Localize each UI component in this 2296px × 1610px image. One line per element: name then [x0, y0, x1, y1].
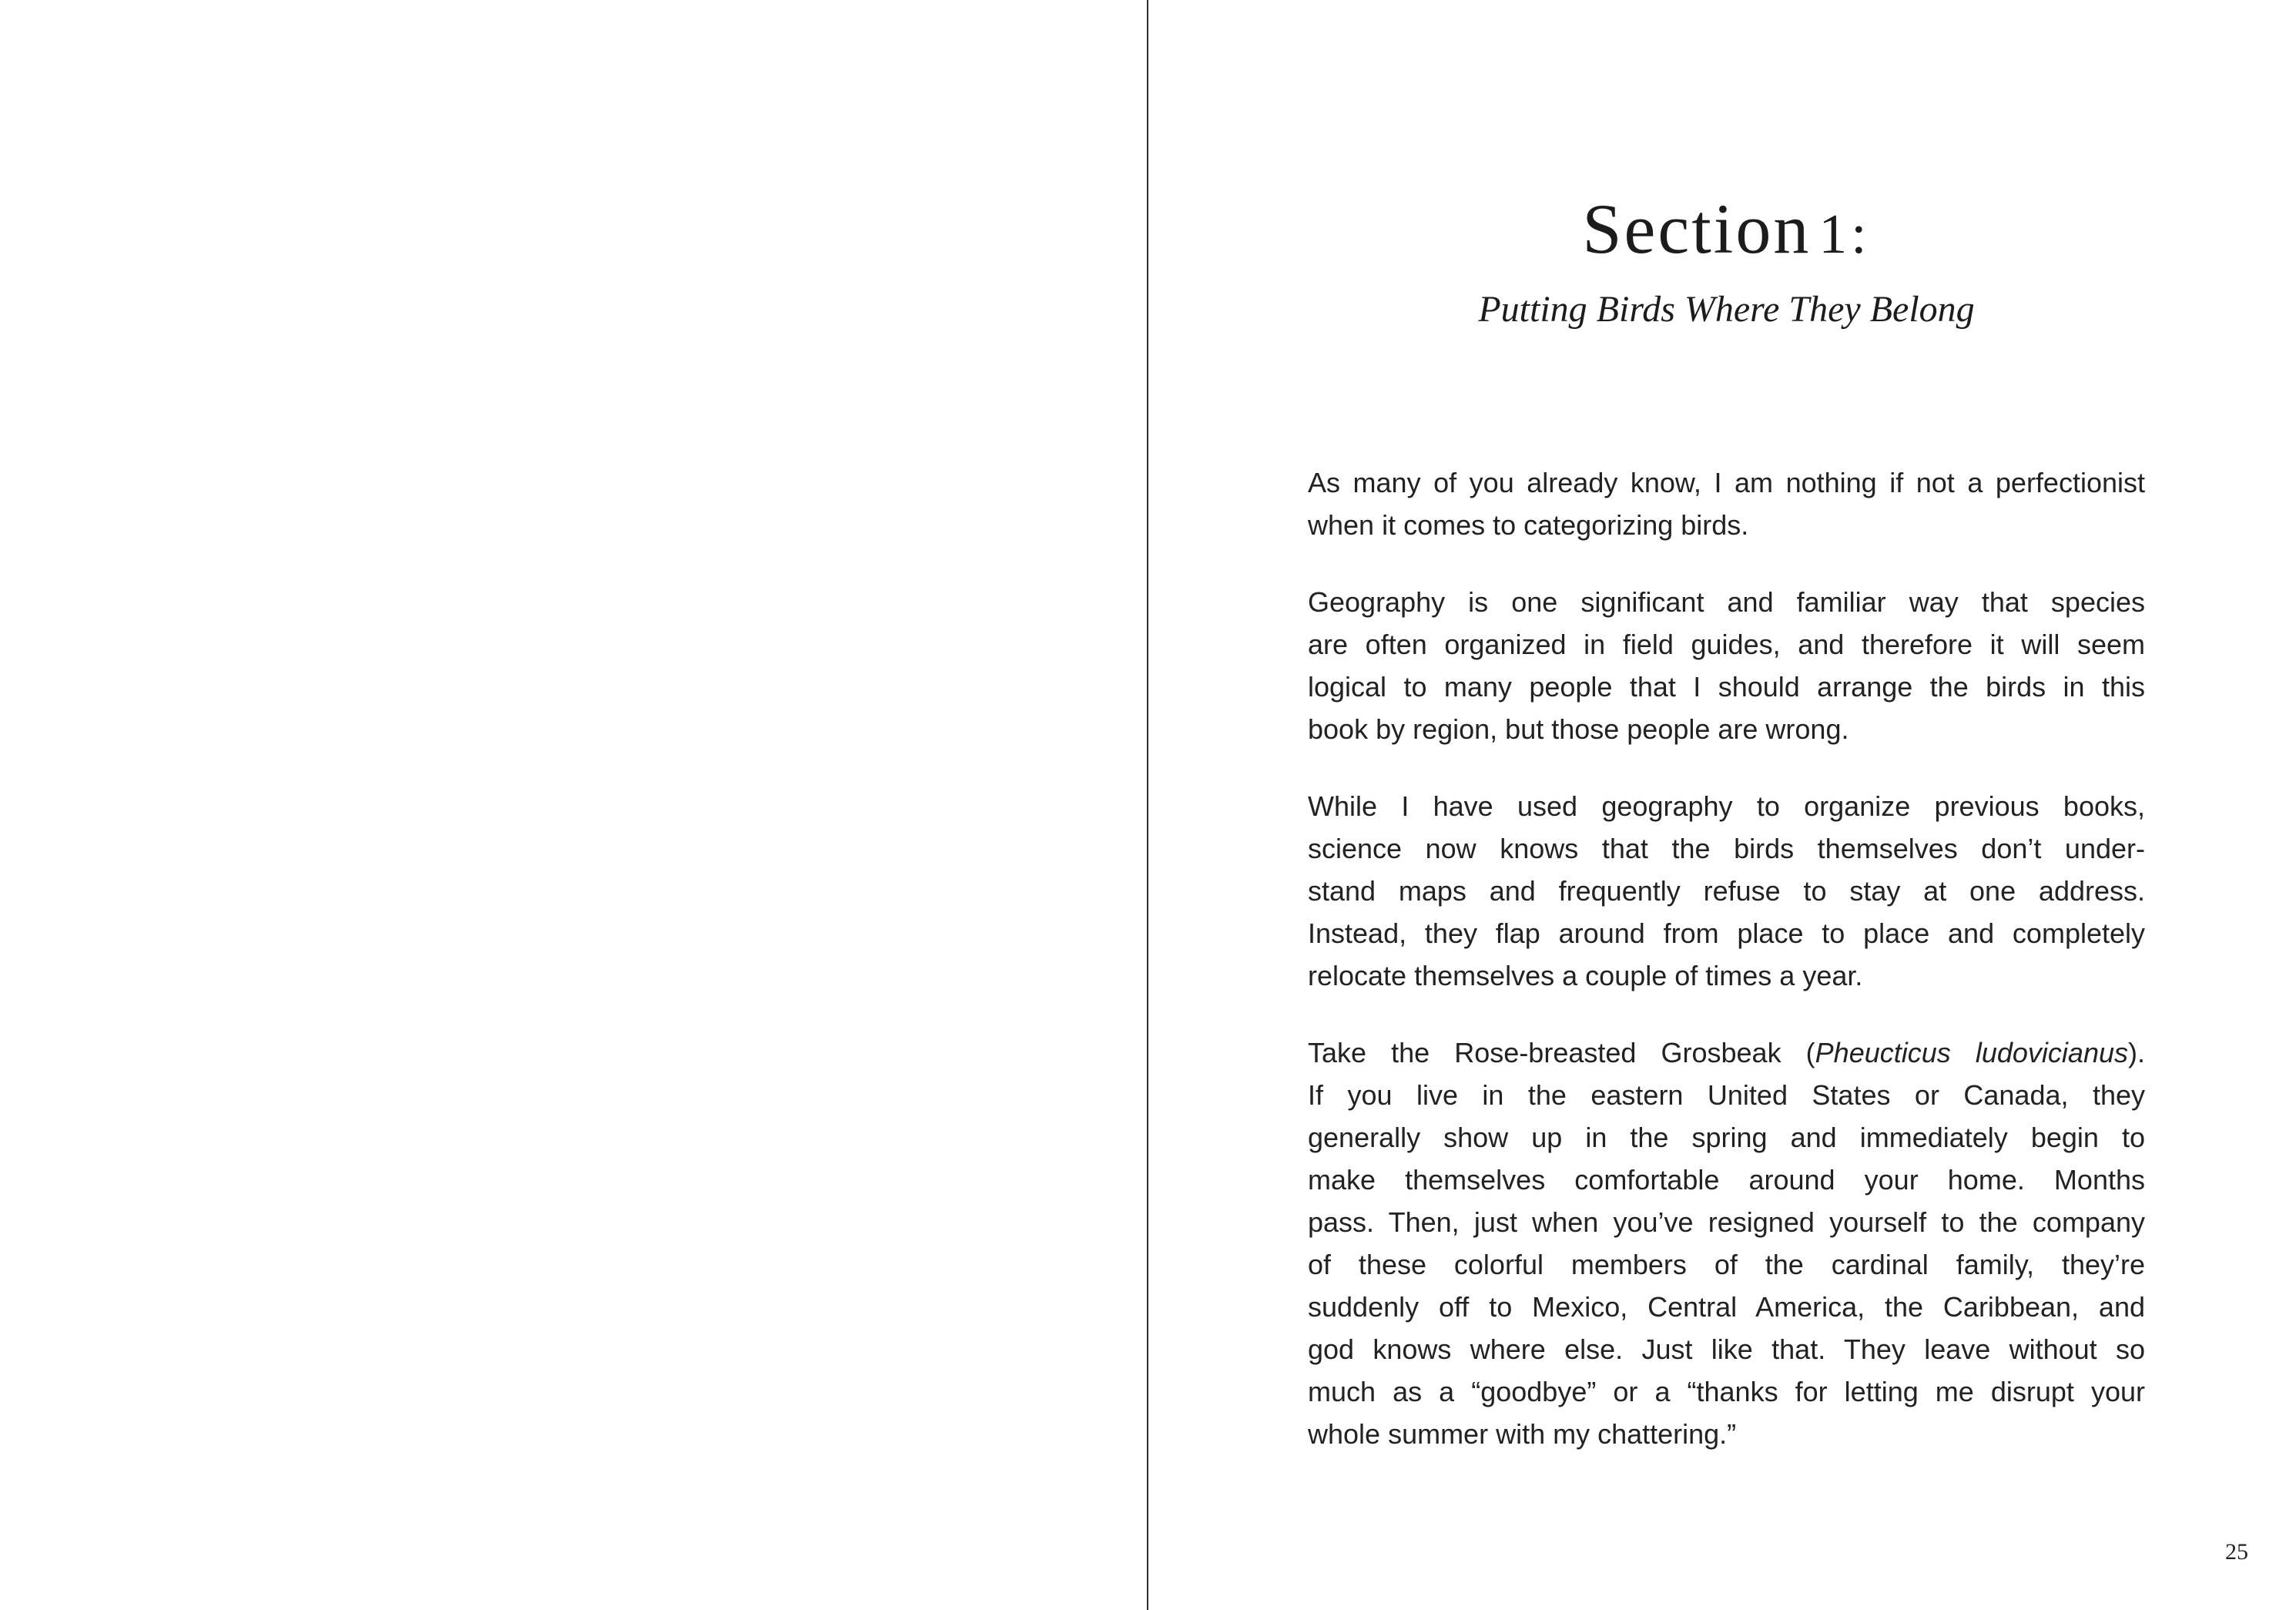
text-run: science now knows that the birds themselves don’t under-: [1308, 833, 2145, 864]
body-text: [1308, 461, 2145, 1455]
text-run: Take the Rose-breasted Grosbeak (: [1308, 1037, 1815, 1068]
text-run: Instead, they flap around from place to place and completely: [1308, 917, 2145, 949]
text-run: relocate themselves a couple of times a year.: [1308, 960, 1863, 991]
text-line: [1308, 912, 2145, 954]
right-page: [1148, 0, 2296, 1610]
text-line: [1308, 827, 2145, 870]
text-run: ).: [2128, 1037, 2145, 1068]
text-run: book by region, but those people are wrong.: [1308, 713, 1849, 745]
text-line: [1308, 708, 2145, 750]
text-line: [1308, 954, 2145, 997]
text-line: [1308, 461, 2145, 504]
text-line: [1308, 1328, 2145, 1370]
text-run: god knows where else. Just like that. They leave without so: [1308, 1333, 2145, 1365]
paragraph: [1308, 1031, 2145, 1455]
text-run: stand maps and frequently refuse to stay at one address.: [1308, 875, 2145, 907]
text-line: [1308, 1286, 2145, 1328]
text-line: [1308, 581, 2145, 623]
text-line: [1308, 623, 2145, 666]
text-run: much as a “goodbye” or a “thanks for letting me disrupt your: [1308, 1376, 2145, 1407]
text-line: [1308, 870, 2145, 912]
text-line: [1308, 1116, 2145, 1159]
text-run: As many of you already know, I am nothing if not a perfectionist: [1308, 467, 2145, 498]
text-line: [1308, 1243, 2145, 1286]
text-run: generally show up in the spring and immediately begin to: [1308, 1122, 2145, 1153]
text-run: While I have used geography to organize previous books,: [1308, 790, 2145, 822]
text-run: of these colorful members of the cardinal family, they’re: [1308, 1249, 2145, 1280]
text-run: Geography is one significant and familiar way that species: [1308, 586, 2145, 618]
text-line: [1308, 1159, 2145, 1201]
section-title: [1308, 190, 2145, 268]
text-run: whole summer with my chattering.”: [1308, 1418, 1737, 1450]
text-run: make themselves comfortable around your home. Months: [1308, 1164, 2145, 1196]
text-line: [1308, 1074, 2145, 1116]
text-run: If you live in the eastern United States or Canada, they: [1308, 1079, 2145, 1111]
text-line: [1308, 504, 2145, 546]
text-line: [1308, 1413, 2145, 1455]
section-title-word: Section: [1582, 190, 1812, 268]
paragraph: [1308, 581, 2145, 750]
paragraph: [1308, 785, 2145, 997]
section-title-numeral: 1:: [1818, 202, 1871, 265]
italic-text-run: Pheucticus ludovicianus: [1815, 1037, 2128, 1068]
text-run: logical to many people that I should arrange the birds in this: [1308, 671, 2145, 703]
text-run: are often organized in field guides, and therefore it will seem: [1308, 629, 2145, 660]
text-line: [1308, 785, 2145, 827]
left-page: [0, 0, 1147, 1610]
text-run: pass. Then, just when you’ve resigned yourself to the company: [1308, 1206, 2145, 1238]
text-line: [1308, 1370, 2145, 1413]
text-run: when it comes to categorizing birds.: [1308, 509, 1749, 541]
paragraph: [1308, 461, 2145, 546]
text-line: [1308, 1201, 2145, 1243]
section-subtitle: Putting Birds Where They Belong: [1478, 289, 1975, 330]
text-line: [1308, 1031, 2145, 1074]
text-line: [1308, 666, 2145, 708]
page-number: 25: [2225, 1539, 2248, 1565]
text-run: suddenly off to Mexico, Central America, the Caribbean, and: [1308, 1291, 2145, 1323]
